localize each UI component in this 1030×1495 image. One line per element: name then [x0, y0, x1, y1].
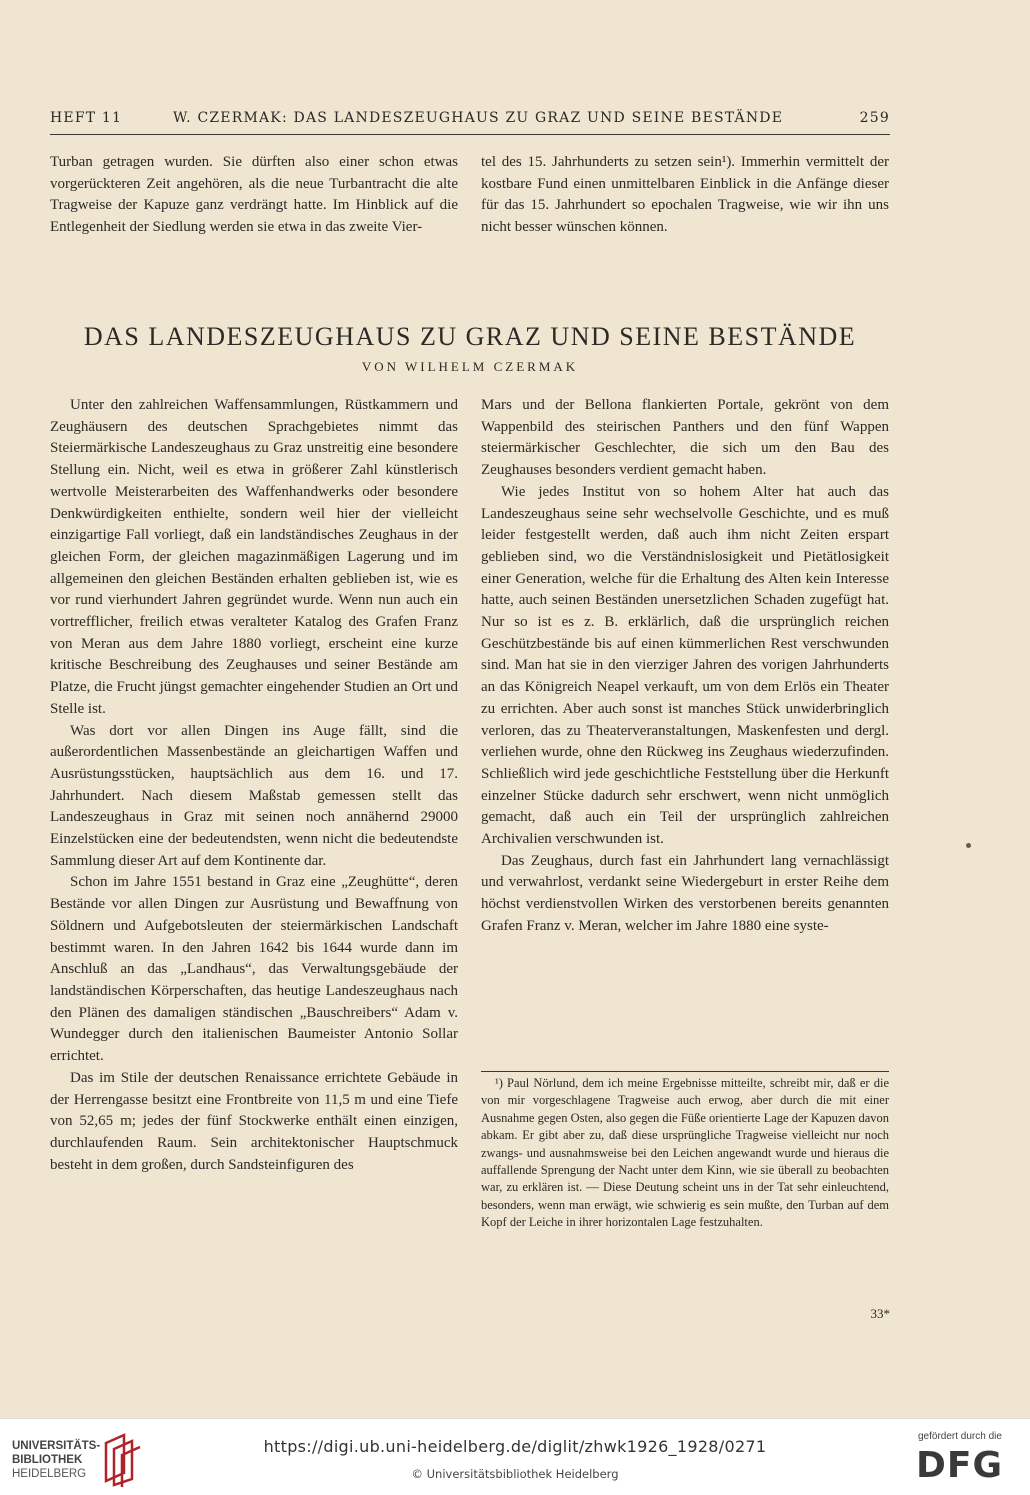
issue-label: HEFT 11	[50, 110, 123, 126]
paragraph: Mars und der Bellona flankierten Portale, gekrönt von dem Wappenbild des steirischen Panthers und den fünf Wappen steiermärkischer Geschlechter, die sich um den Bau des Zeughauses besonders verdient gemacht haben.	[481, 397, 889, 479]
copyright-notice: © Universitätsbibliothek Heidelberg	[411, 1467, 619, 1481]
article-title: DAS LANDESZEUGHAUS ZU GRAZ UND SEINE BESTÄNDE	[83, 322, 857, 351]
ink-speck	[966, 843, 971, 848]
paragraph: Das Zeughaus, durch fast ein Jahrhundert lang vernachlässigt und verwahrlost, verdankt seine Wiedergeburt in erster Reihe dem höchst verdienstvollen Wirken des verstorbenen bereits genannten Grafen Franz v. Meran, welcher im Jahre 1880 eine syste-	[481, 852, 889, 934]
permalink-url[interactable]: https://digi.ub.uni-heidelberg.de/diglit/zhwk1926_1928/0271	[263, 1437, 767, 1456]
footnote	[481, 1075, 889, 1232]
library-name-line1: UNIVERSITÄTS-	[12, 1440, 101, 1452]
header-rule	[50, 134, 890, 135]
continuation-paragraph: Turban getragen wurden. Sie dürften also einer schon etwas vorgerückteren Zeit angehören, als die neue Turbantracht die alte Tragweise der Kapuze ganz verdrängt hatte. Im Hinblick auf die Entlegenheit der Siedlung werden sie etwa in das zweite Vier-	[50, 154, 458, 236]
paragraph: Unter den zahlreichen Waffensammlungen, Rüstkammern und Zeughäusern des deutschen Sprachgebietes nimmt das Steiermärkische Landeszeughaus zu Graz unstreitig eine besondere Stellung ein. Nicht, weil es etwa in größerer Zahl künstlerisch wertvolle Meisterarbeiten des Waffenhandwerks oder besondere Denkwürdigkeiten enthielte, sondern weil hier der vielleicht einzigartige Fall vorliegt, daß ein landständisches Zeughaus in der gleichen Form, der gleichen magazinmäßigen Lagerung und im allgemeinen den gleichen Beständen erhalten geblieben ist, wie es vor rund vierhundert Jahren gegründet wurde. Wenn nun auch ein vortrefflicher, freilich etwas veralteter Katalog des Grafen Franz von Meran aus dem Jahre 1880 vorliegt, erscheint eine kurze kritische Beschreibung des Zeughauses und seiner Bestände am Platze, die Frucht jüngst gemachter eingehender Studien an Ort und Stelle ist.	[50, 397, 458, 717]
viewer-footer	[0, 1418, 1030, 1495]
funding-note: gefördert durch die	[918, 1431, 1002, 1442]
article-left-column	[50, 395, 458, 1176]
paragraph: Schon im Jahre 1551 bestand in Graz eine „Zeughütte“, deren Bestände vor allen Dingen zur Ausrüstung und Bewaffnung von Söldnern und Aufgebotsleuten der steiermärkischen Landschaft bestimmt waren. In den Jahren 1642 bis 1644 wurde dann im Anschluß an das „Landhaus“, das Verwaltungsgebäude der landständischen Körperschaften, das heutige Landeszeughaus nach den Plänen des damaligen ständischen „Bauschreibers“ Adam v. Wundegger durch den italienischen Baumeister Antonio Sollar errichtet.	[50, 874, 458, 1065]
article-byline: VON WILHELM CZERMAK	[361, 359, 579, 374]
paragraph: Wie jedes Institut von so hohem Alter hat auch das Landeszeughaus seine sehr wechselvolle Geschichte, und es muß leider festgestellt werden, daß auch ihm nicht Zeiten erspart geblieben sind, wo die Verständnislosigkeit und Pietätlosigkeit einer Generation, welche für die Erhaltung des Alten kein Interesse hatte, auch seinen Beständen unersetzlichen Schaden zugefügt hat. Nur so ist es z. B. erklärlich, daß die ursprünglich reichen Geschützbestände bis auf einen kümmerlichen Rest verschwunden sind. Man hat sie in den vierziger Jahren des vorigen Jahrhunderts an das Königreich Neapel verkauft, um von dem Erlös ein Theater zu errichten. Aber auch sonst ist manches Stück unwiderbringlich verloren, das zu Theaterveranstaltungen, Maskenfesten und dergl. verliehen wurde, ohne den Rückweg ins Zeughaus wiederzufinden. Schließlich wird jede geschichtliche Feststellung über die Herkunft einzelner Stücke dadurch sehr erschwert, wenn nicht unmöglich gemacht, daß auch ein Teil der ursprünglich zahlreichen Archivalien verschwunden ist.	[481, 483, 889, 848]
footnote-text: ¹) Paul Nörlund, dem ich meine Ergebnisse mitteilte, schreibt mir, daß er die von mir vorgeschlagene Tragweise auch erwog, aber durch die mit einer Ausnahme gegen Osten, also gegen die Füße orientierte Lage der Kapuzen davon abkam. Er gibt aber zu, daß diese ursprüngliche Tragweise vielleicht nur noch zwangs- und ausnahmsweise bei den Leichen angewandt wurde und hieraus die auffallende Sprengung der Nacht unter dem Kinn, wie sie überall zu beobachten war, zu erklären ist. — Diese Deutung scheint uns in der Tat sehr einleuchtend, besonders, wenn man erwägt, wie schwierig es sein mußte, den Turban auf dem Kopf der Leiche in ihrer horizontalen Lage festzuhalten.	[481, 1076, 889, 1230]
continuation-left-column	[50, 152, 458, 239]
page-number: 259	[859, 110, 890, 126]
running-title: W. CZERMAK: DAS LANDESZEUGHAUS ZU GRAZ UND SEINE BESTÄNDE	[173, 110, 784, 126]
library-name-line2: BIBLIOTHEK	[12, 1454, 83, 1466]
footnote-rule	[481, 1071, 889, 1072]
library-name-line3: HEIDELBERG	[12, 1468, 87, 1480]
continuation-paragraph: tel des 15. Jahrhunderts zu setzen sein¹). Immerhin vermittelt der kostbare Fund einen unmittelbaren Einblick in die Anfänge dieser für das 15. Jahrhundert so epochalen Tragweise, wie wir ihn uns nicht besser wünschen können.	[481, 154, 889, 236]
sheet-signature: 33*	[870, 1306, 890, 1321]
continuation-right-column	[481, 152, 889, 239]
dfg-logo[interactable]: DFG	[916, 1445, 1004, 1486]
paragraph: Was dort vor allen Dingen ins Auge fällt, sind die außerordentlichen Massenbestände an gleichartigen Waffen und Ausrüstungsstücken, hauptsächlich aus dem 16. und 17. Jahrhundert. Nach diesem Maßstab gemessen stellt das Landeszeughaus in Graz mit seinen noch annähernd 29000 Einzelstücken eine der bedeutendsten, wenn nicht die bedeutendste Sammlung dieser Art auf dem Kontinente dar.	[50, 722, 458, 869]
article-right-column	[481, 395, 889, 938]
paragraph: Das im Stile der deutschen Renaissance errichtete Gebäude in der Herrengasse besitzt eine Frontbreite von 11,5 m und eine Tiefe von 52,65 m; jedes der fünf Stockwerke enthält einen einzigen, durchlaufenden Raum. Sein architektonischer Hauptschmuck besteht in dem großen, durch Sandsteinfiguren des	[50, 1069, 458, 1173]
